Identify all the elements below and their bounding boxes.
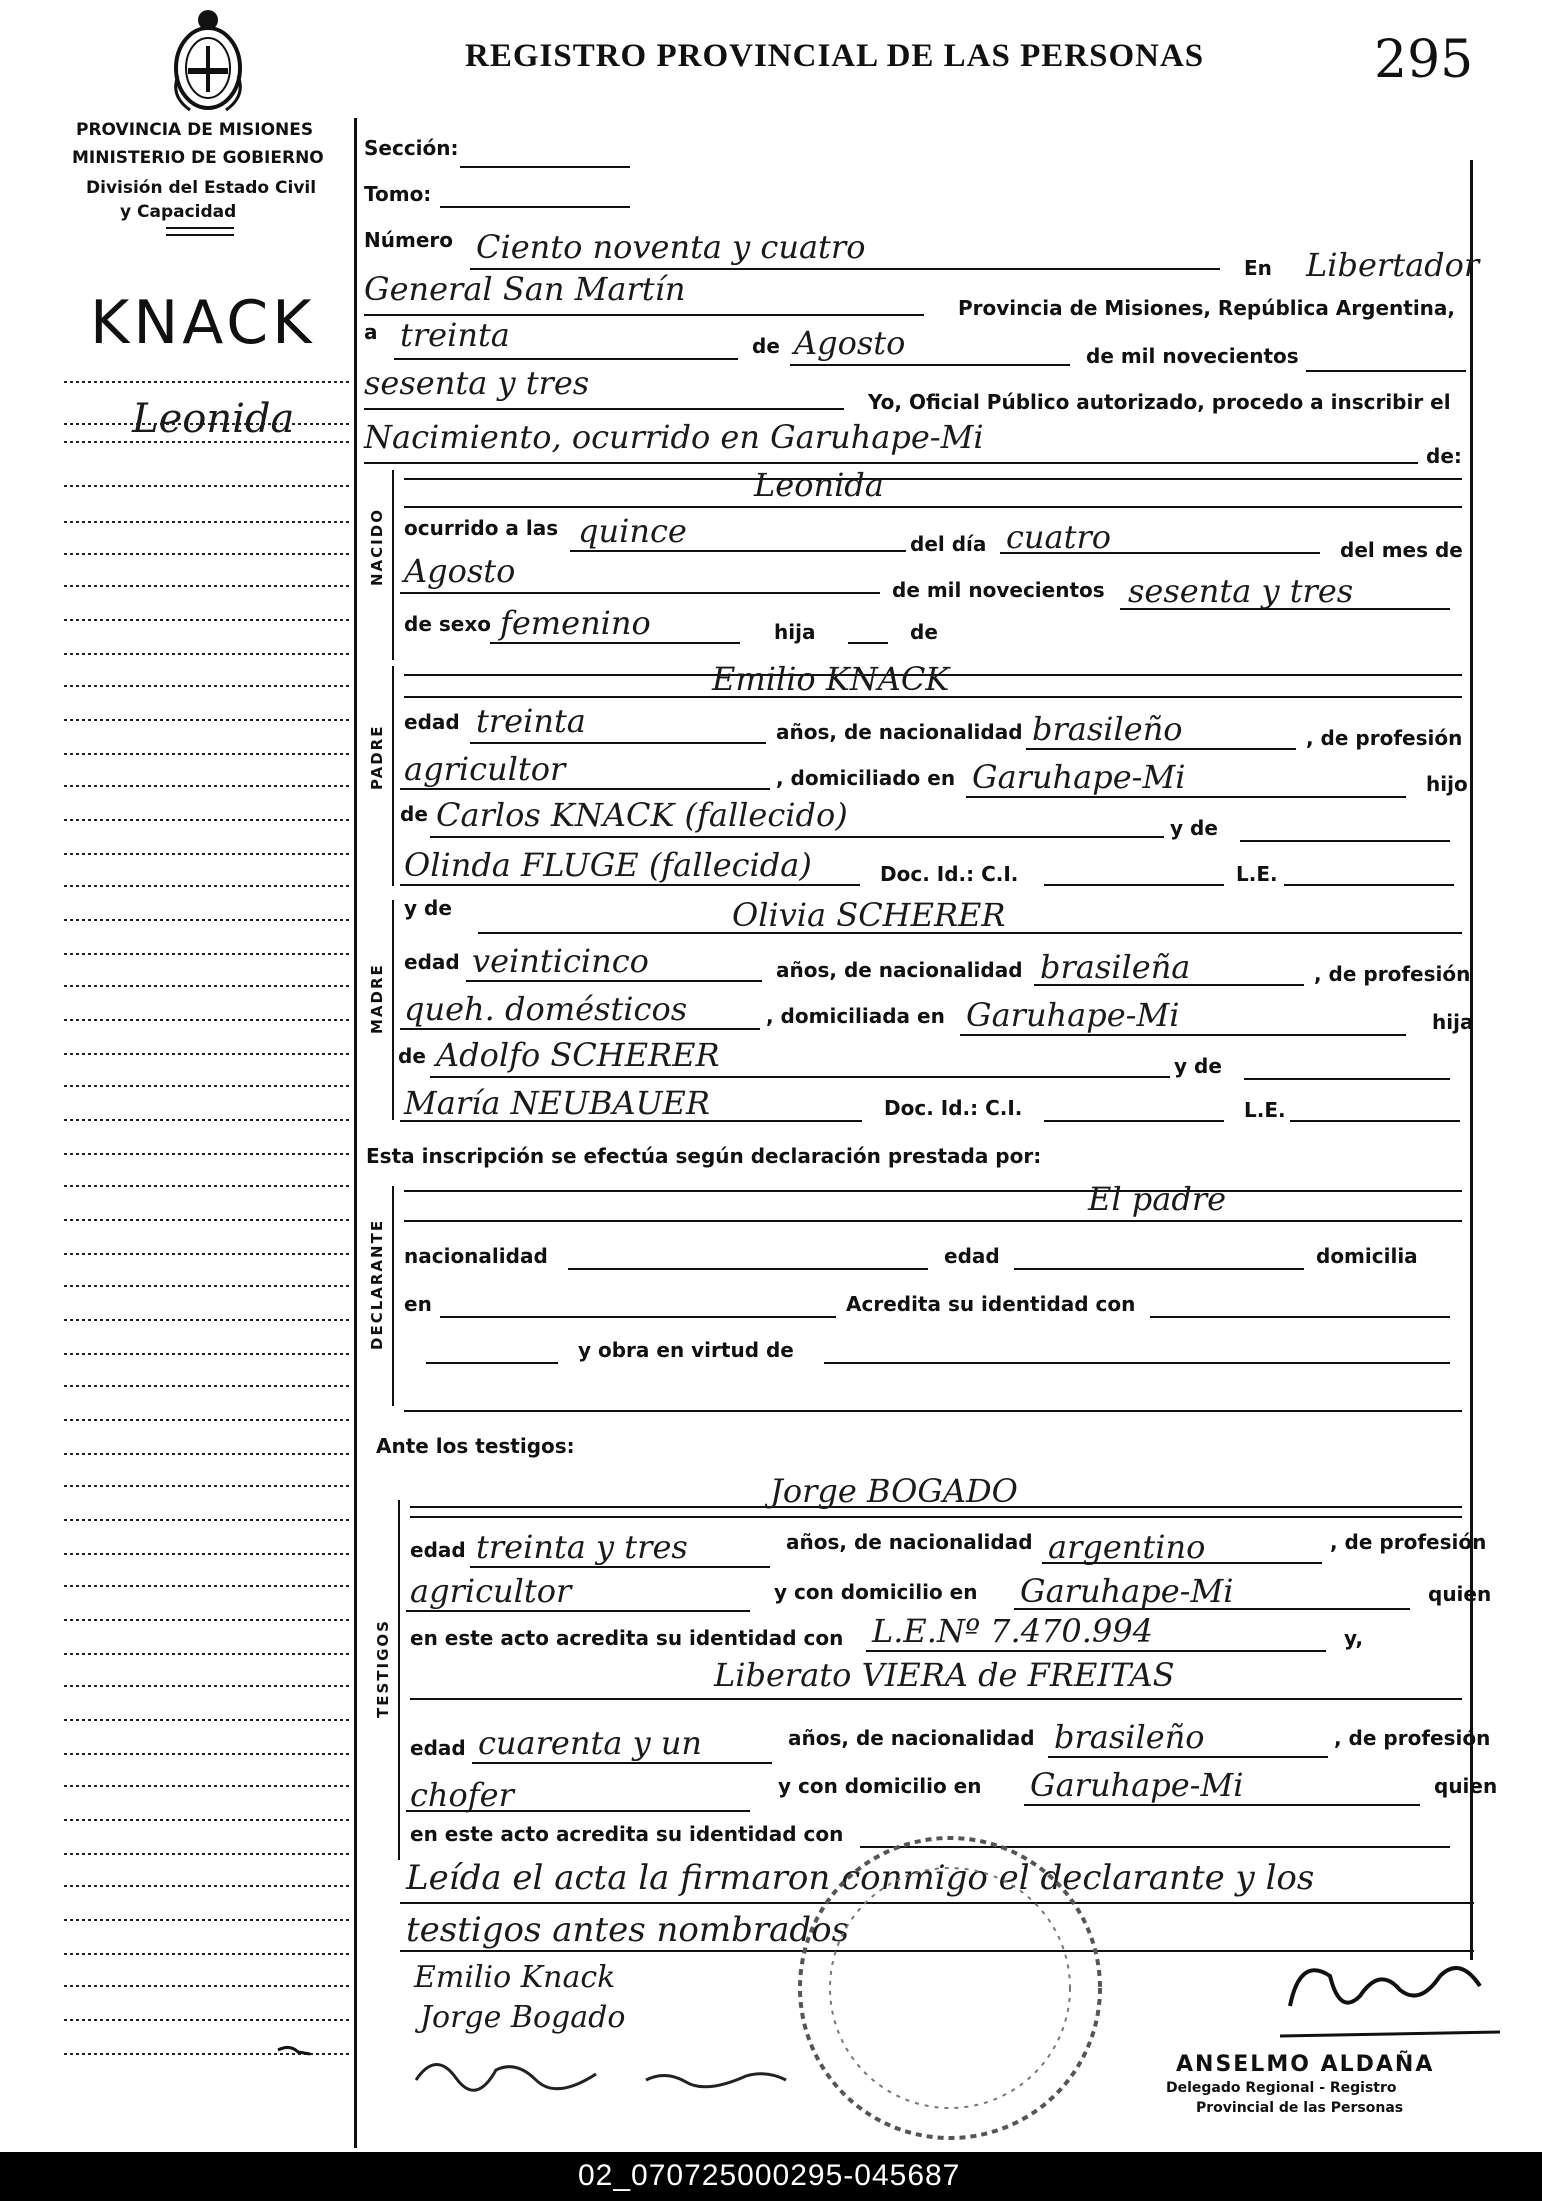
footer-id: 02_070725000295-045687: [578, 2159, 961, 2192]
en-label: En: [1244, 256, 1272, 280]
padre-y-de-field-line: [1240, 840, 1450, 842]
hija-field-line: [848, 642, 888, 644]
margin-ruled-lines: [64, 290, 354, 2090]
de-colon-label: de:: [1426, 444, 1462, 468]
padre-domicilio-value[interactable]: Garuhape-Mi: [972, 758, 1186, 796]
tomo-label: Tomo:: [364, 182, 432, 206]
testigo2-profesion-value[interactable]: chofer: [410, 1776, 514, 1814]
de-label: de: [752, 334, 780, 358]
madre-le-label: L.E.: [1244, 1098, 1286, 1122]
mil-field-line: [1306, 370, 1466, 372]
padre-doc-field-line: [1044, 884, 1224, 886]
madre-doc-field-line: [1044, 1120, 1224, 1122]
form-left-border: [354, 118, 357, 2148]
testigo1-nacionalidad-value[interactable]: argentino: [1048, 1528, 1206, 1566]
signature-jorge-bogado: Jorge Bogado: [420, 2000, 626, 2035]
header-divider: [166, 227, 234, 229]
padre-madre-field-line: [400, 884, 860, 886]
closing-line-2: testigos antes nombrados: [406, 1910, 850, 1950]
testigo1-quien-label: quien: [1428, 1582, 1492, 1606]
testigo2-anos-label: años, de nacionalidad: [788, 1726, 1035, 1750]
officer-title-1: Delegado Regional - Registro: [1166, 2080, 1397, 2096]
testigo1-name[interactable]: Jorge BOGADO: [770, 1472, 1018, 1510]
del-mes-label: del mes de: [1340, 538, 1463, 562]
testigo2-edad-label: edad: [410, 1736, 466, 1760]
padre-side-label: PADRE: [368, 724, 386, 790]
padre-domicilio-label: , domiciliado en: [776, 766, 956, 790]
madre-y-de-field-line: [1244, 1078, 1450, 1080]
padre-hijo-label: hijo: [1426, 772, 1468, 796]
padre-edad-field-line: [470, 742, 766, 744]
nacido-name[interactable]: Leonida: [754, 466, 884, 504]
madre-padre-field-line: [430, 1076, 1170, 1078]
testigo1-edad-value[interactable]: treinta y tres: [476, 1528, 688, 1566]
testigos-side-label: TESTIGOS: [374, 1619, 392, 1718]
testigo1-name-line: [410, 1516, 1462, 1518]
declarante-obra-field[interactable]: [824, 1362, 1450, 1364]
padre-profesion-field-line: [400, 788, 770, 790]
footer-id-bar: [0, 2152, 1542, 2201]
day-value[interactable]: treinta: [400, 316, 510, 354]
signature-emilio-knack: Emilio Knack: [414, 1960, 616, 1995]
officer-title-2: Provincial de las Personas: [1196, 2100, 1404, 2116]
testigo1-profesion-field-line: [406, 1610, 750, 1612]
padre-anos-label: años, de nacionalidad: [776, 720, 1023, 744]
testigo1-profesion-value[interactable]: agricultor: [410, 1572, 572, 1610]
testigo2-nacionalidad-value[interactable]: brasileño: [1054, 1718, 1205, 1756]
madre-y-de-label: y de: [404, 896, 452, 920]
nacido-bracket: [392, 470, 394, 660]
a-label: a: [364, 320, 378, 344]
sexo-label: de sexo: [404, 612, 491, 636]
padre-doc-label: Doc. Id.: C.I.: [880, 862, 1019, 886]
oficial-label: Yo, Oficial Público autorizado, procedo a inscribir el: [868, 390, 1451, 414]
madre-edad-field-line: [466, 980, 762, 982]
day-field-line: [394, 358, 738, 360]
testigo2-edad-value[interactable]: cuarenta y un: [478, 1724, 703, 1762]
declarante-domicilia-label: domicilia: [1316, 1244, 1418, 1268]
padre-padre-value[interactable]: Carlos KNACK (fallecido): [436, 796, 848, 834]
declarante-top-line: [404, 1190, 1462, 1192]
padre-name-line: [404, 696, 1462, 698]
testigo1-profesion-label: , de profesión: [1330, 1530, 1487, 1554]
year-field-line: [364, 408, 844, 410]
madre-edad-label: edad: [404, 950, 460, 974]
hora-value[interactable]: quince: [578, 512, 687, 550]
hija-label: hija: [774, 620, 816, 644]
testigo2-domicilio-field-line: [1024, 1804, 1420, 1806]
ocurrido-label: ocurrido a las: [404, 516, 559, 540]
padre-le-label: L.E.: [1236, 862, 1278, 886]
declarante-nacionalidad-field[interactable]: [568, 1268, 928, 1270]
document-title: REGISTRO PROVINCIAL DE LAS PERSONAS: [465, 38, 1205, 74]
padre-profesion-value[interactable]: agricultor: [404, 750, 566, 788]
tomo-field[interactable]: [440, 206, 630, 208]
madre-hija-label: hija: [1432, 1010, 1474, 1034]
inscripcion-field-line: [364, 462, 1418, 464]
declarante-acredita-field[interactable]: [1150, 1316, 1450, 1318]
testigo2-domicilio-label: y con domicilio en: [778, 1774, 982, 1798]
coat-of-arms-seal: [170, 6, 246, 114]
place-line2-value[interactable]: General San Martín: [364, 270, 686, 308]
closing-line-1: Leída el acta la firmaron conmigo el declarante y los: [406, 1858, 1315, 1898]
testigos-bracket: [398, 1500, 400, 1860]
testigo1-y-label: y,: [1344, 1626, 1364, 1650]
sexo-value[interactable]: femenino: [500, 604, 651, 642]
madre-bracket: [392, 900, 394, 1120]
testigo1-edad-field-line: [470, 1566, 770, 1568]
madre-side-label: MADRE: [368, 963, 386, 1034]
madre-profesion-field-line: [400, 1028, 760, 1030]
padre-domicilio-field-line: [966, 796, 1406, 798]
madre-madre-value[interactable]: María NEUBAUER: [404, 1084, 710, 1122]
nacido-side-label: NACIDO: [368, 508, 386, 586]
mes-value[interactable]: Agosto: [404, 552, 516, 590]
testigo2-acredita-label: en este acto acredita su identidad con: [410, 1822, 844, 1846]
declarante-value-line: [404, 1220, 1462, 1222]
padre-madre-value[interactable]: Olinda FLUGE (fallecida): [404, 846, 812, 884]
testigo1-acredita-label: en este acto acredita su identidad con: [410, 1626, 844, 1650]
sexo-field-line: [490, 642, 740, 644]
anio-value[interactable]: sesenta y tres: [1128, 572, 1354, 610]
padre-profesion-label: , de profesión: [1306, 726, 1463, 750]
declarante-bracket: [392, 1186, 394, 1406]
mil-label: de mil novecientos: [1086, 344, 1299, 368]
madre-domicilio-label: , domiciliada en: [766, 1004, 945, 1028]
nacido-de-label: de: [910, 620, 938, 644]
declarante-en-field[interactable]: [440, 1316, 836, 1318]
testigo2-profesion-field-line: [406, 1810, 750, 1812]
capacity-label: y Capacidad: [120, 202, 237, 222]
declarante-side-label: DECLARANTE: [368, 1218, 386, 1350]
margin-mark: [276, 2042, 316, 2062]
nacido-name-line: [404, 506, 1462, 508]
testigo2-domicilio-value[interactable]: Garuhape-Mi: [1030, 1766, 1244, 1804]
declarante-intro: Esta inscripción se efectúa según declaración prestada por:: [366, 1144, 1042, 1168]
madre-doc-label: Doc. Id.: C.I.: [884, 1096, 1023, 1120]
padre-nacionalidad-value[interactable]: brasileño: [1032, 710, 1183, 748]
madre-nacionalidad-value[interactable]: brasileña: [1040, 948, 1191, 986]
form-right-border: [1470, 160, 1473, 1960]
madre-edad-value[interactable]: veinticinco: [472, 942, 649, 980]
testigo1-domicilio-value[interactable]: Garuhape-Mi: [1020, 1572, 1234, 1610]
padre-de-label: de: [400, 802, 428, 826]
inscripcion-value[interactable]: Nacimiento, ocurrido en Garuhape-Mi: [364, 418, 984, 456]
declarante-obra-label: y obra en virtud de: [578, 1338, 794, 1362]
anio-field-line: [1120, 608, 1450, 610]
padre-le-field-line: [1284, 884, 1454, 886]
testigo1-domicilio-field-line: [1014, 1608, 1410, 1610]
testigo1-domicilio-label: y con domicilio en: [774, 1580, 978, 1604]
declarante-value[interactable]: El padre: [1088, 1180, 1227, 1218]
month-field-line: [790, 364, 1070, 366]
testigo1-anos-label: años, de nacionalidad: [786, 1530, 1033, 1554]
declarante-obra-pre-field[interactable]: [426, 1362, 558, 1364]
padre-nacionalidad-field-line: [1026, 748, 1296, 750]
testigo1-documento-value[interactable]: L.E.Nº 7.470.994: [872, 1612, 1154, 1650]
madre-le-field-line: [1290, 1120, 1460, 1122]
nacido-top-line: [404, 478, 1462, 480]
declarante-bottom-line: [404, 1410, 1462, 1412]
testigo2-profesion-label: , de profesión: [1334, 1726, 1491, 1750]
padre-padre-field-line: [430, 836, 1164, 838]
margin-given-name: Leonida: [132, 396, 295, 442]
madre-name[interactable]: Olivia SCHERER: [732, 896, 1006, 934]
declarante-en-label: en: [404, 1292, 432, 1316]
declarante-acredita-label: Acredita su identidad con: [846, 1292, 1136, 1316]
officer-signature: [1270, 1936, 1510, 2056]
padre-bracket: [392, 666, 394, 886]
header-divider-2: [166, 234, 234, 236]
padre-name[interactable]: Emilio KNACK: [712, 660, 950, 698]
padre-edad-label: edad: [404, 710, 460, 734]
year-value[interactable]: sesenta y tres: [364, 364, 590, 402]
month-value[interactable]: Agosto: [794, 324, 906, 362]
declarante-edad-label: edad: [944, 1244, 1000, 1268]
madre-profesion-label: , de profesión: [1314, 962, 1471, 986]
province-label: PROVINCIA DE MISIONES: [76, 120, 314, 140]
del-dia-label: del día: [910, 532, 987, 556]
ministry-label: MINISTERIO DE GOBIERNO: [72, 148, 324, 168]
madre-de-label: de: [398, 1044, 426, 1068]
testigo2-name[interactable]: Liberato VIERA de FREITAS: [714, 1656, 1175, 1694]
official-stamp: [780, 1818, 1120, 2148]
en-value[interactable]: Libertador: [1306, 246, 1480, 284]
madre-anos-label: años, de nacionalidad: [776, 958, 1023, 982]
testigo1-nacionalidad-field-line: [1042, 1562, 1322, 1564]
padre-y-de-label: y de: [1170, 816, 1218, 840]
margin-surname: KNACK: [90, 288, 316, 358]
testigo2-nacionalidad-field-line: [1048, 1756, 1328, 1758]
testigo2-edad-field-line: [472, 1762, 772, 1764]
provincia-label: Provincia de Misiones, República Argentina,: [958, 296, 1456, 320]
declarante-edad-field[interactable]: [1014, 1268, 1304, 1270]
testigo2-quien-label: quien: [1434, 1774, 1498, 1798]
nacido-mil-label: de mil novecientos: [892, 578, 1105, 602]
numero-label: Número: [364, 228, 453, 252]
padre-edad-value[interactable]: treinta: [476, 702, 586, 740]
madre-y-de-label-2: y de: [1174, 1054, 1222, 1078]
seccion-field[interactable]: [460, 166, 630, 168]
mes-field-line: [400, 592, 880, 594]
page-number: 295: [1374, 30, 1474, 90]
numero-value[interactable]: Ciento noventa y cuatro: [476, 228, 866, 266]
testigos-intro: Ante los testigos:: [376, 1434, 575, 1458]
dia-value[interactable]: cuatro: [1006, 518, 1112, 556]
division-label: División del Estado Civil: [86, 178, 317, 198]
hora-field-line: [570, 550, 906, 552]
testigo2-name-line: [410, 1698, 1462, 1700]
madre-name-line: [478, 932, 1462, 934]
madre-domicilio-value[interactable]: Garuhape-Mi: [966, 996, 1180, 1034]
dia-field-line: [1000, 552, 1320, 554]
testigo1-documento-field-line: [866, 1650, 1326, 1652]
seccion-label: Sección:: [364, 136, 459, 160]
madre-domicilio-field-line: [960, 1034, 1406, 1036]
signature-scribble: [406, 2040, 806, 2100]
madre-padre-value[interactable]: Adolfo SCHERER: [436, 1036, 720, 1074]
declarante-nacionalidad-label: nacionalidad: [404, 1244, 548, 1268]
madre-profesion-value[interactable]: queh. domésticos: [404, 990, 688, 1028]
madre-madre-field-line: [400, 1120, 862, 1122]
officer-name: ANSELMO ALDAÑA: [1176, 2052, 1435, 2077]
testigo1-edad-label: edad: [410, 1538, 466, 1562]
madre-nacionalidad-field-line: [1034, 984, 1304, 986]
